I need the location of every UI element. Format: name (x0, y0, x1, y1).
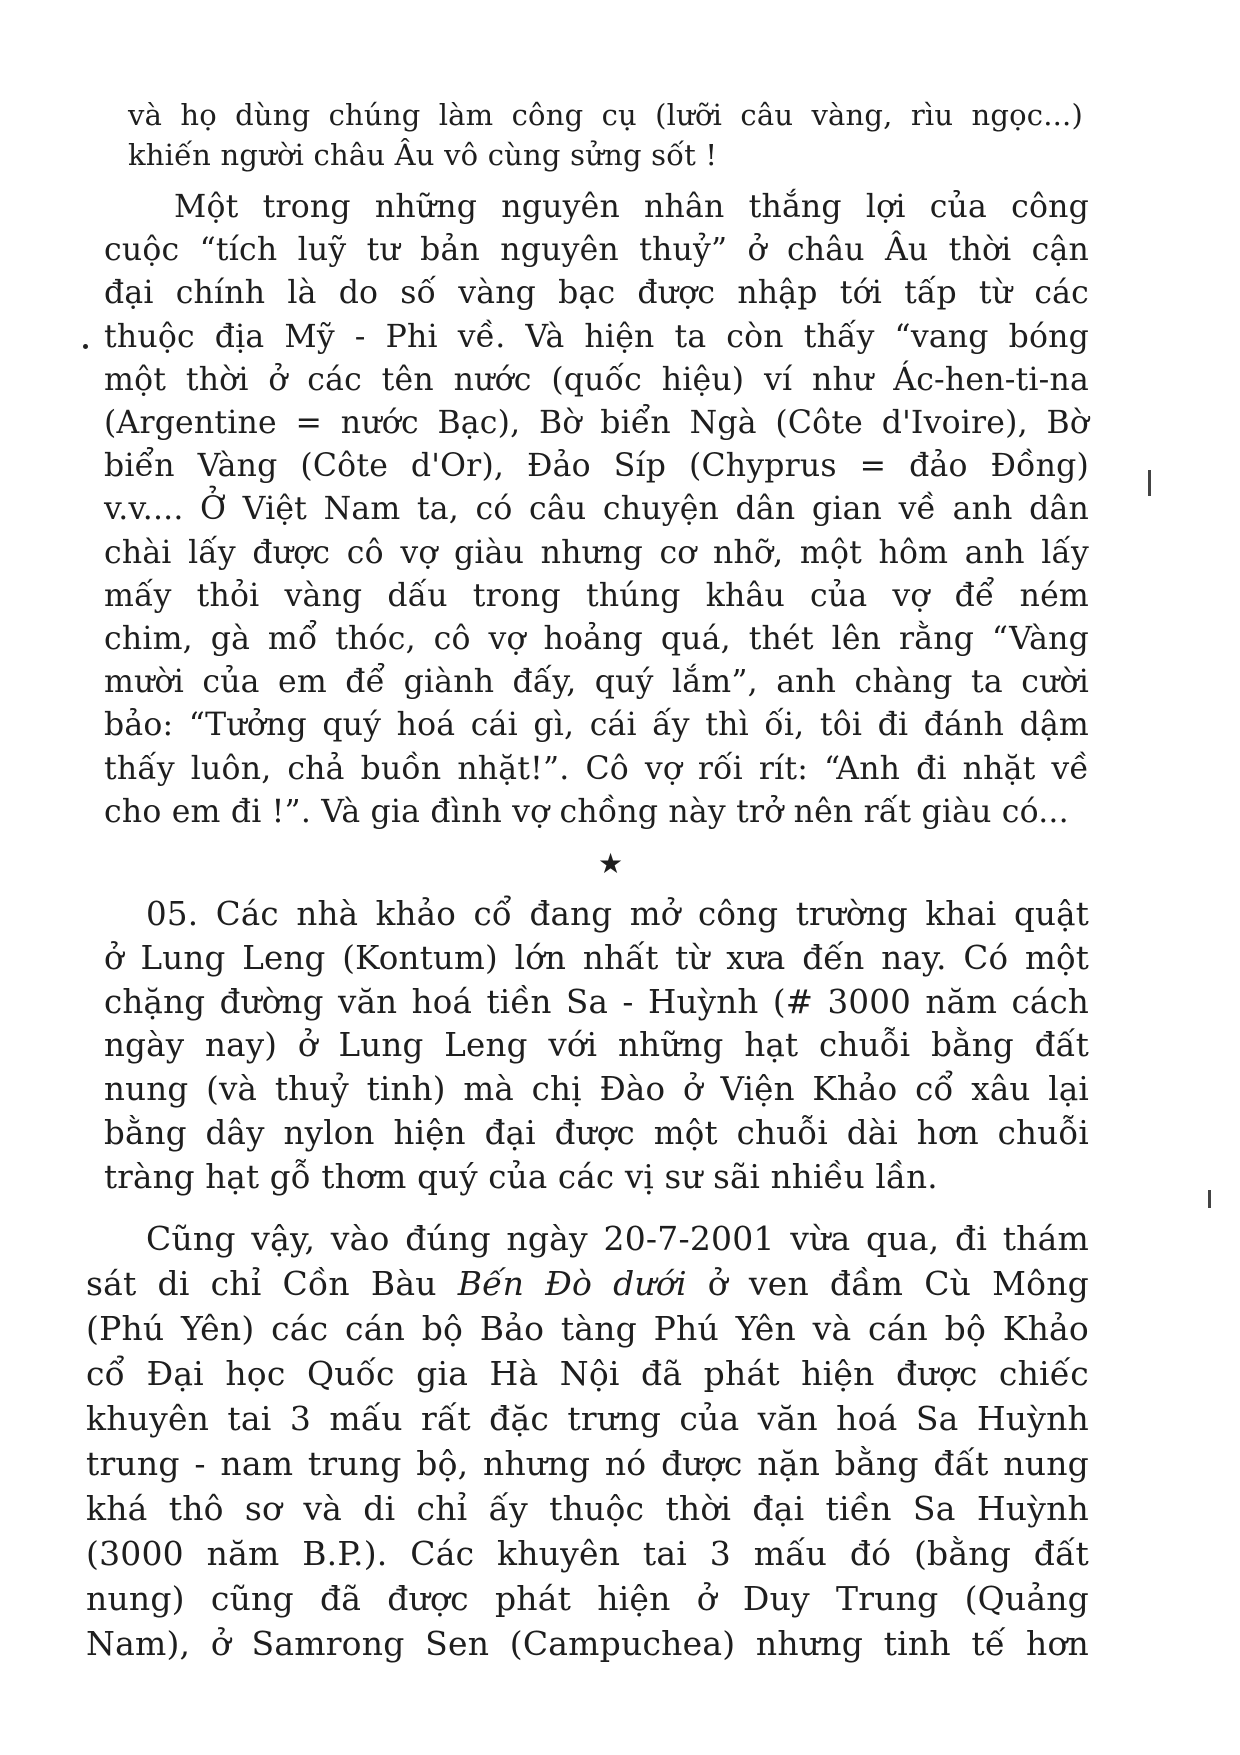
place-name-emphasis: Bến Đò dưới (457, 1264, 687, 1303)
text-line: trung - nam trung bộ, nhưng nó được nặn bằng đất nung (86, 1444, 1089, 1483)
edge-mark-2 (1208, 1190, 1211, 1208)
text-segment: ở ven đầm Cù Mông (686, 1264, 1089, 1303)
text-line: (Phú Yên) các cán bộ Bảo tàng Phú Yên và cán bộ Khảo (86, 1309, 1089, 1348)
text-line: ngày nay) ở Lung Leng với những hạt chuỗi bằng đất (104, 1026, 1089, 1065)
text-line-with-emphasis (86, 1261, 1089, 1306)
paragraph-2 (104, 186, 1089, 834)
text-line: khuyên tai 3 mấu rất đặc trưng của văn hoá Sa Huỳnh (86, 1399, 1089, 1438)
paragraph-3 (104, 893, 1089, 1200)
text-line: 05. Các nhà khảo cổ đang mở công trường khai quật (146, 895, 1089, 933)
text-line: khiến người châu Âu vô cùng sửng sốt ! (128, 138, 718, 172)
text-line: nung (và thuỷ tinh) mà chị Đào ở Viện Khảo cổ xâu lại (104, 1070, 1089, 1109)
text-line: một thời ở các tên nước (quốc hiệu) ví như Ác-hen-ti-na (104, 361, 1089, 398)
text-line: thuộc địa Mỹ - Phi về. Và hiện ta còn thấy “vang bóng (104, 318, 1089, 355)
text-line: v.v.... Ở Việt Nam ta, có câu chuyện dân gian về anh dân (104, 491, 1089, 528)
text-line: chim, gà mổ thóc, cô vợ hoảng quá, thét lên rằng “Vàng (104, 621, 1089, 658)
text-line: chài lấy được cô vợ giàu nhưng cơ nhỡ, một hôm anh lấy (104, 534, 1089, 571)
text-line: mấy thỏi vàng dấu trong thúng khâu của vợ để ném (104, 577, 1089, 614)
paragraph-4 (86, 1216, 1089, 1666)
text-line: tràng hạt gỗ thơm quý của các vị sư sãi nhiều lần. (104, 1157, 938, 1196)
text-line: và họ dùng chúng làm công cụ (lưỡi câu vàng, rìu ngọc...) (128, 98, 1083, 132)
text-line: khá thô sơ và di chỉ ấy thuộc thời đại tiền Sa Huỳnh (86, 1489, 1089, 1528)
text-line: Cũng vậy, vào đúng ngày 20-7-2001 vừa qua, đi thám (146, 1219, 1089, 1258)
text-line: cuộc “tích luỹ tư bản nguyên thuỷ” ở châu Âu thời cận (104, 232, 1089, 269)
text-line: thấy luôn, chả buồn nhặt!”. Cô vợ rối rít: “Anh đi nhặt về (104, 750, 1089, 787)
text-line: (Argentine = nước Bạc), Bờ biển Ngà (Côte d'Ivoire), Bờ (104, 405, 1089, 442)
text-line: ở Lung Leng (Kontum) lớn nhất từ xưa đến nay. Có một (104, 938, 1089, 977)
text-line: nung) cũng đã được phát hiện ở Duy Trung (Quảng (86, 1579, 1089, 1618)
text-segment: sát di chỉ Cồn Bàu (86, 1264, 458, 1303)
text-line: (3000 năm B.P.). Các khuyên tai 3 mấu đó (bằng đất (86, 1534, 1089, 1573)
text-line: biển Vàng (Côte d'Or), Đảo Síp (Chyprus = đảo Đồng) (104, 448, 1089, 485)
text-line: mười của em để giành đấy, quý lắm”, anh chàng ta cười (104, 664, 1089, 701)
text-line: bằng dây nylon hiện đại được một chuỗi dài hơn chuỗi (104, 1113, 1089, 1152)
text-line: đại chính là do số vàng bạc được nhập tới tấp từ các (104, 275, 1089, 312)
edge-mark-1 (1148, 470, 1151, 496)
text-line: Một trong những nguyên nhân thắng lợi của công (174, 189, 1089, 225)
section-star-icon: ★ (598, 847, 624, 880)
text-line: chặng đường văn hoá tiền Sa - Huỳnh (# 3000 năm cách (104, 982, 1089, 1021)
text-line: cho em đi !”. Và gia đình vợ chồng này trở nên rất giàu có... (104, 793, 1069, 830)
text-line: Nam), ở Samrong Sen (Campuchea) nhưng tinh tế hơn (86, 1624, 1089, 1663)
text-line: cổ Đại học Quốc gia Hà Nội đã phát hiện được chiếc (86, 1354, 1089, 1393)
stray-dot-mark (83, 344, 88, 349)
text-line: bảo: “Tưởng quý hoá cái gì, cái ấy thì ối, tôi đi đánh dậm (104, 707, 1089, 744)
paragraph-1 (128, 95, 1083, 175)
